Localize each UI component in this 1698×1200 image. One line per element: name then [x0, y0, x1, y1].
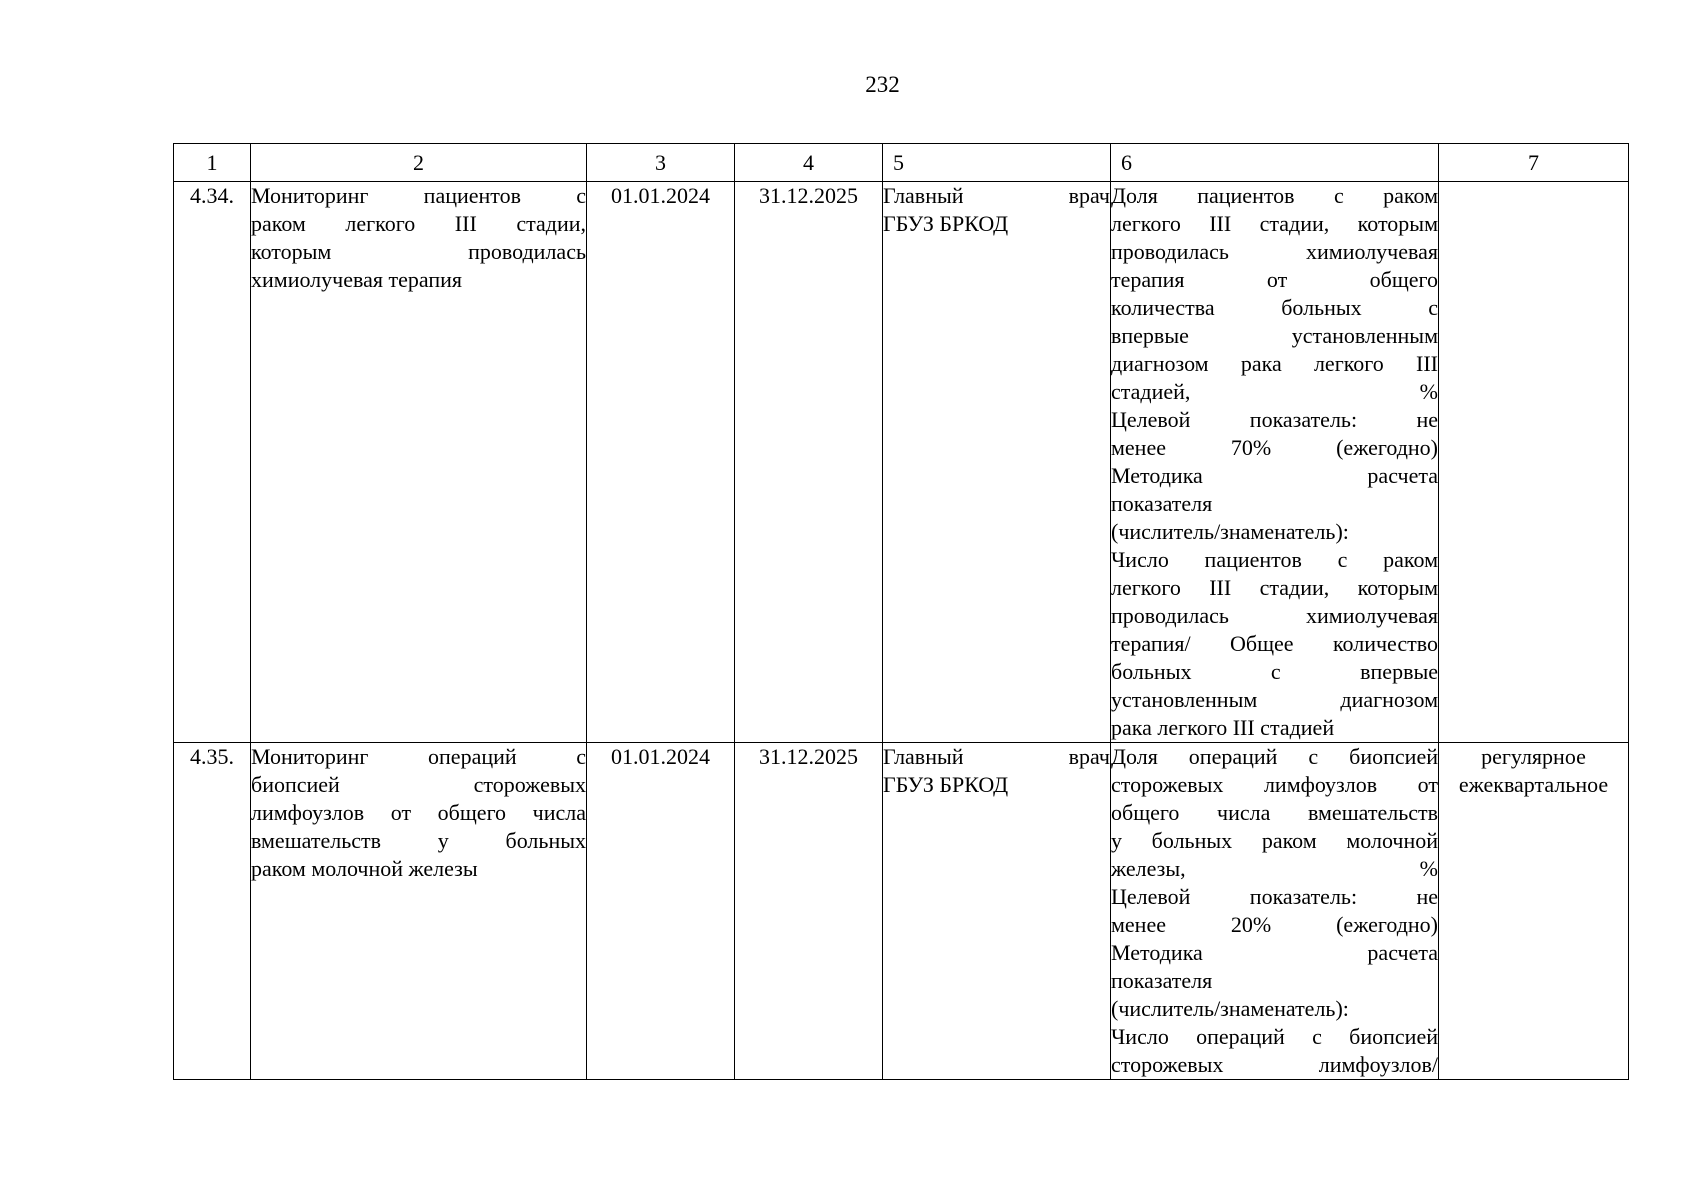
- row-number: 4.34.: [174, 182, 251, 743]
- column-number-3: 3: [587, 144, 735, 182]
- end-date: 31.12.2025: [735, 743, 883, 1080]
- column-number-row: [174, 144, 1629, 182]
- page-number: 232: [865, 72, 900, 97]
- table-row: [174, 182, 1629, 743]
- indicator-description: Доля пациентов с раком легкого III стадии, которым проводилась химиолучевая терапия от общего количества больных с впервые установленным диагнозом рака легкого III стадией, % Целевой показатель: не менее 70% (ежегодно) Методика расчета показателя (числитель/знаменатель): Число пациентов с раком легкого III стадии, которым проводилась химиолучевая терапия/ Общее количество больных с впервые установленным диагнозом рака легкого III стадией: [1111, 182, 1439, 743]
- measure-description: Мониторинг операций с биопсией сторожевых лимфоузлов от общего числа вмешательств у больных раком молочной железы: [251, 743, 587, 1080]
- row-number: 4.35.: [174, 743, 251, 1080]
- table-row: [174, 743, 1629, 1080]
- column-number-7: 7: [1439, 144, 1629, 182]
- start-date: 01.01.2024: [587, 743, 735, 1080]
- action-plan-table: [173, 143, 1629, 1080]
- measure-description: Мониторинг пациентов с раком легкого III стадии, которым проводилась химиолучевая терапия: [251, 182, 587, 743]
- periodicity: регулярное ежеквартальное: [1439, 743, 1629, 1080]
- end-date: 31.12.2025: [735, 182, 883, 743]
- responsible-person: Главный врач ГБУЗ БРКОД: [883, 743, 1111, 1080]
- column-number-5: 5: [883, 144, 1111, 182]
- column-number-2: 2: [251, 144, 587, 182]
- start-date: 01.01.2024: [587, 182, 735, 743]
- column-number-4: 4: [735, 144, 883, 182]
- indicator-description: Доля операций с биопсией сторожевых лимфоузлов от общего числа вмешательств у больных раком молочной железы, % Целевой показатель: не менее 20% (ежегодно) Методика расчета показателя (числитель/знаменатель): Число операций с биопсией сторожевых лимфоузлов/: [1111, 743, 1439, 1080]
- column-number-6: 6: [1111, 144, 1439, 182]
- periodicity: [1439, 182, 1629, 743]
- column-number-1: 1: [174, 144, 251, 182]
- responsible-person: Главный врач ГБУЗ БРКОД: [883, 182, 1111, 743]
